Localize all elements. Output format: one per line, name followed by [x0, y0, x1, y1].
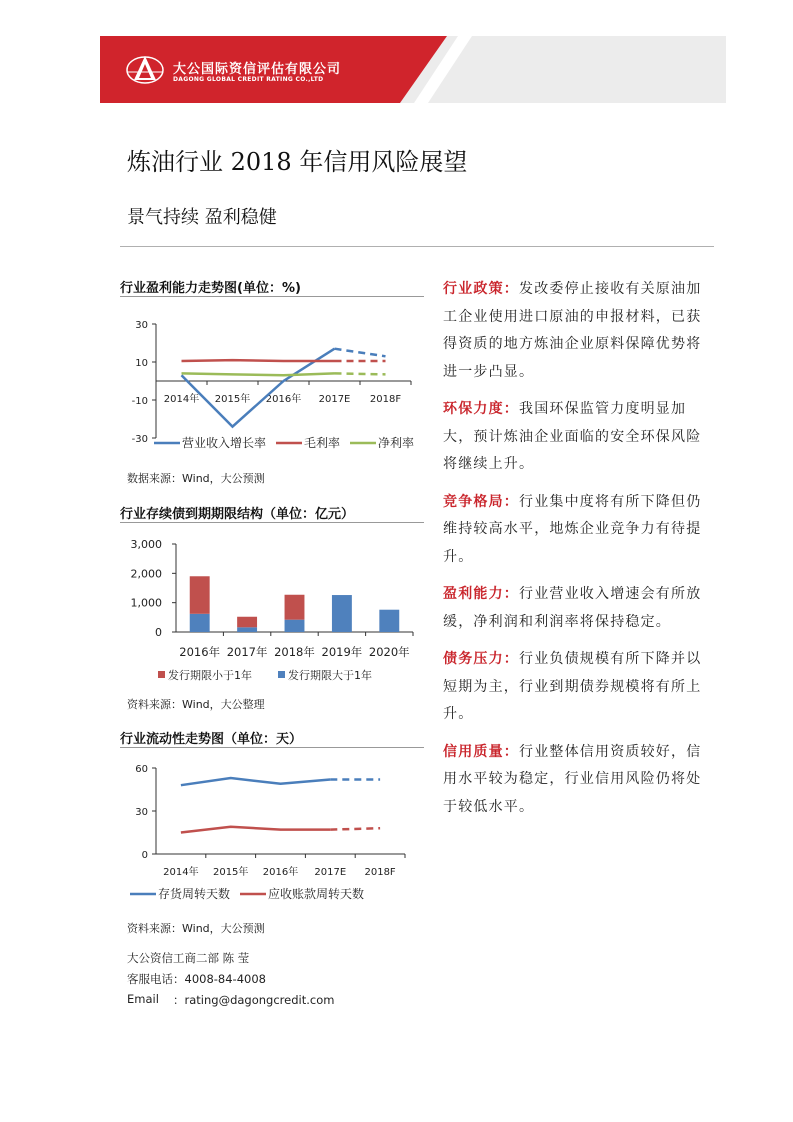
summary-competition — [443, 489, 715, 572]
bar-segment — [285, 620, 305, 632]
liquidity-title-underline — [120, 747, 424, 748]
bar-segment — [285, 595, 305, 620]
series-forecast-line — [330, 828, 380, 829]
y-tick-label: 30 — [135, 320, 148, 331]
summary-key: 竞争格局： — [443, 493, 519, 510]
summary-text: 我国环保监管力度明显加大，预计炼油企业面临的安全环保风险将继续上升。 — [443, 401, 702, 472]
x-tick-label: 2016年 — [179, 645, 221, 659]
bar-segment — [190, 576, 210, 614]
summary-column — [443, 276, 715, 831]
debt-title-underline — [120, 522, 424, 523]
summary-policy — [443, 276, 715, 386]
contact-dept: 大公资信工商二部 陈 莹 — [127, 951, 250, 965]
y-tick-label: 1,000 — [130, 596, 162, 610]
y-tick-label: 0 — [155, 626, 162, 639]
summary-key: 行业政策： — [443, 281, 519, 297]
x-tick-label: 2018F — [364, 867, 396, 878]
series-line — [181, 778, 330, 785]
series-forecast-line — [335, 373, 386, 374]
liquidity-chart-source: 资料来源：Wind，大公预测 — [127, 922, 265, 935]
summary-text: 行业营业收入增速会有所放缓，净利润和利润率将保持稳定。 — [443, 586, 702, 630]
summary-debt — [443, 646, 715, 729]
y-tick-label: 60 — [135, 764, 148, 775]
summary-key: 盈利能力： — [443, 586, 519, 602]
legend-label: 发行期限小于1年 — [168, 669, 252, 682]
profit-chart — [120, 305, 430, 465]
x-tick-label: 2019年 — [321, 645, 363, 659]
bar-segment — [190, 614, 210, 632]
summary-key: 信用质量： — [443, 743, 519, 760]
y-tick-label: 3,000 — [130, 538, 162, 551]
summary-profitability — [443, 581, 715, 636]
company-name-en: DAGONG GLOBAL CREDIT RATING CO.,LTD — [173, 76, 324, 83]
profit-chart-title: 行业盈利能力走势图(单位：%) — [120, 281, 301, 296]
series-line — [182, 373, 335, 375]
y-tick-label: 30 — [135, 807, 148, 818]
summary-text: 行业负债规模有所下降并以短期为主，行业到期债券规模将有所上升。 — [443, 651, 702, 722]
x-tick-label: 2017E — [314, 867, 347, 878]
debt-chart — [120, 530, 430, 690]
x-tick-label: 2014年 — [163, 394, 200, 405]
x-tick-label: 2017年 — [226, 645, 268, 659]
title-divider — [120, 246, 714, 247]
series-forecast-line — [335, 349, 386, 357]
y-tick-label: -30 — [131, 434, 148, 445]
x-tick-label: 2015年 — [214, 394, 251, 405]
summary-environment — [443, 396, 715, 479]
bar-segment — [237, 617, 257, 628]
legend-label: 净利率 — [378, 436, 415, 450]
liquidity-chart-title: 行业流动性走势图（单位：天） — [120, 732, 303, 747]
x-tick-label: 2018年 — [274, 645, 315, 659]
y-tick-label: -10 — [131, 396, 148, 407]
contact-phone: 客服电话：4008-84-4008 — [127, 972, 266, 986]
legend-label: 发行期限大于1年 — [288, 669, 372, 682]
liquidity-chart — [120, 755, 430, 907]
legend-label: 存货周转天数 — [158, 887, 231, 901]
contact-email-label: Email — [127, 992, 159, 1006]
x-tick-label: 2016年 — [265, 394, 302, 405]
legend-label: 应收账款周转天数 — [268, 887, 365, 901]
x-tick-label: 2014年 — [163, 867, 199, 878]
page-title: 炼油行业 2018 年信用风险展望 — [127, 148, 468, 176]
y-tick-label: 2,000 — [130, 567, 162, 581]
summary-text: 行业整体信用资质较好，信用水平较为稳定，行业信用风险仍将处于较低水平。 — [443, 743, 702, 815]
y-tick-label: 10 — [135, 358, 148, 369]
series-line — [181, 827, 330, 833]
x-tick-label: 2017E — [318, 394, 351, 405]
legend-label: 营业收入增长率 — [182, 436, 267, 450]
summary-text: 发改委停止接收有关原油加工企业使用进口原油的申报材料，已获得资质的地方炼油企业原料保障优势将进一步凸显。 — [443, 281, 702, 380]
series-line — [182, 360, 335, 361]
profit-title-underline — [120, 296, 424, 297]
debt-chart-source: 资料来源：Wind，大公整理 — [127, 698, 265, 711]
profit-chart-source: 数据来源：Wind，大公预测 — [127, 472, 265, 485]
company-name-cn: 大公国际资信评估有限公司 — [173, 62, 342, 77]
page-subtitle: 景气持续 盈利稳健 — [127, 207, 277, 228]
summary-key: 环保力度： — [443, 401, 519, 417]
legend-swatch — [278, 671, 285, 678]
x-tick-label: 2016年 — [262, 867, 299, 878]
x-tick-label: 2018F — [369, 394, 402, 405]
y-tick-label: 0 — [141, 850, 148, 861]
contact-email[interactable]: ：rating@dagongcredit.com — [173, 993, 335, 1007]
summary-credit — [443, 739, 715, 822]
header-banner — [100, 36, 726, 103]
bar-segment — [379, 610, 399, 632]
x-tick-label: 2020年 — [368, 645, 410, 659]
legend-swatch — [158, 671, 165, 678]
x-tick-label: 2015年 — [212, 867, 249, 878]
legend-label: 毛利率 — [304, 436, 341, 450]
summary-text: 行业集中度将有所下降但仍维持较高水平，地炼企业竞争力有待提升。 — [443, 493, 702, 565]
bar-segment — [332, 595, 352, 632]
debt-chart-title: 行业存续债到期期限结构（单位：亿元） — [120, 507, 355, 522]
bar-segment — [237, 627, 257, 632]
company-logo-icon — [125, 50, 165, 90]
summary-key: 债务压力： — [443, 651, 519, 667]
